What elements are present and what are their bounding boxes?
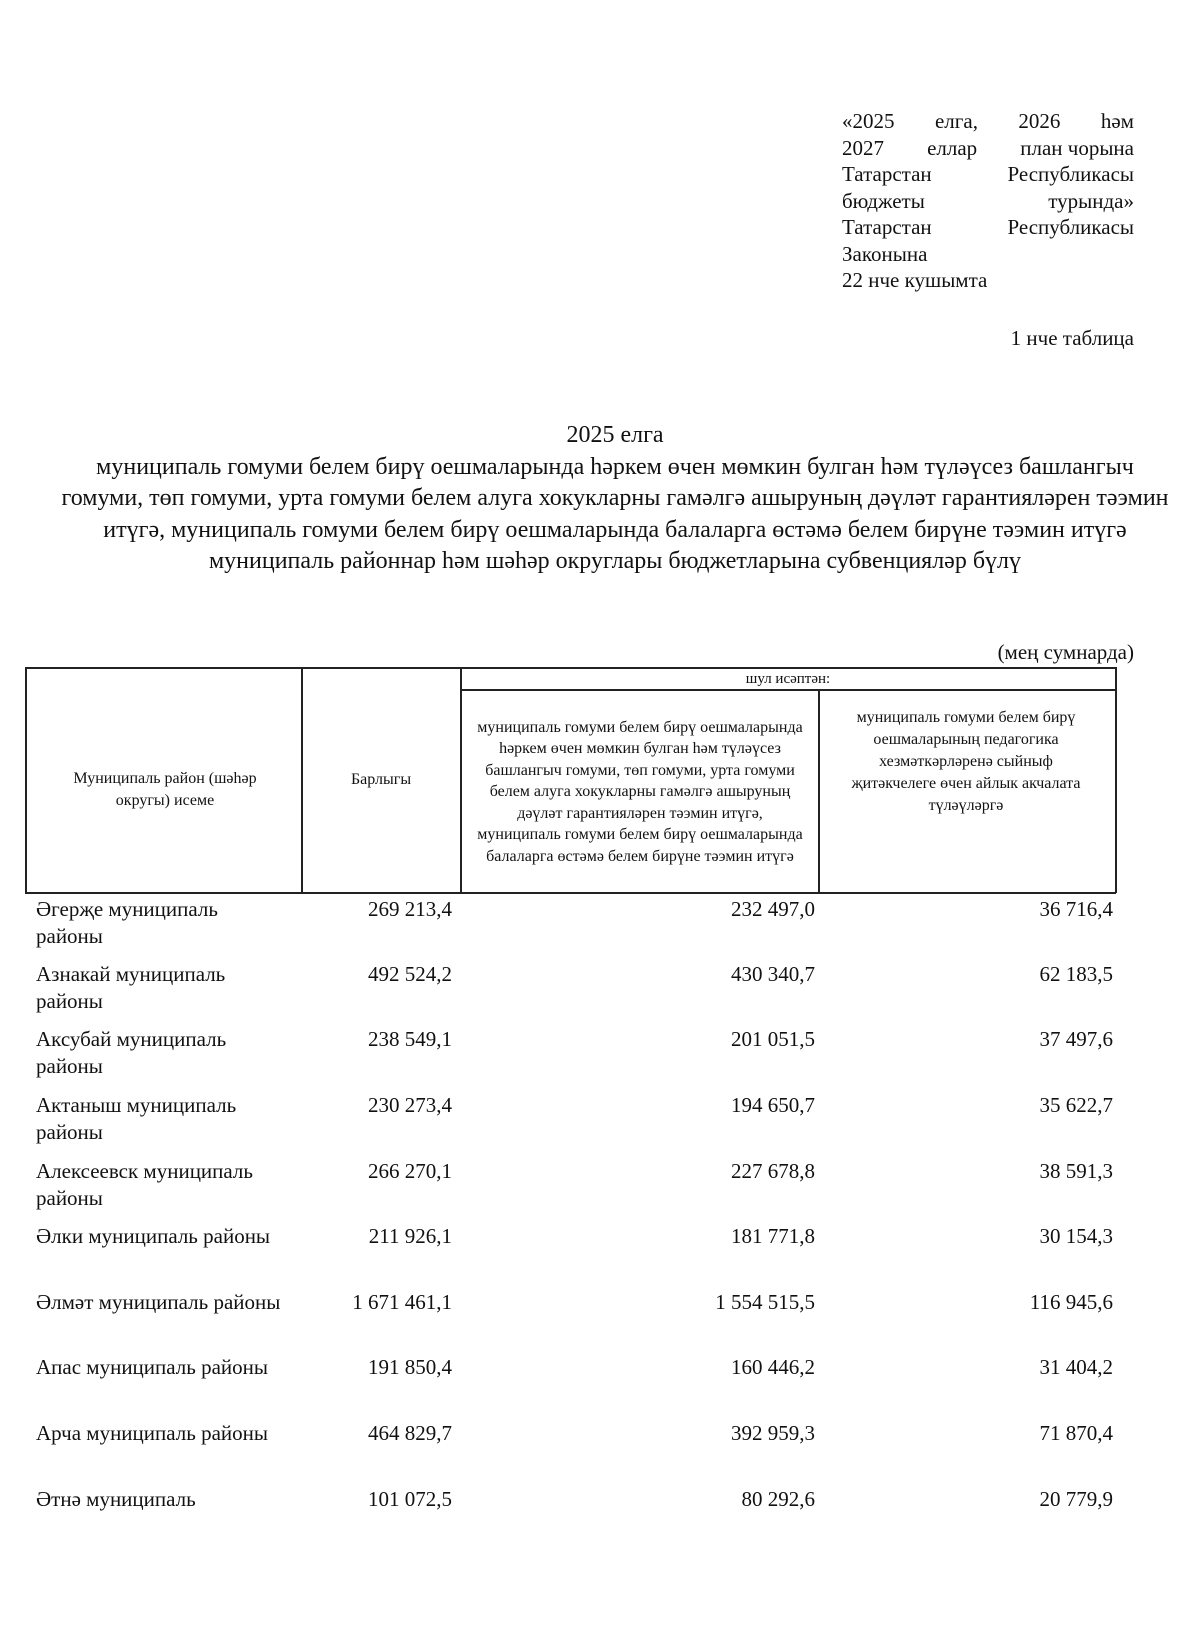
appendix-word: Татарстан [842,215,932,239]
row-total: 211 926,1 [368,1224,452,1248]
table-row [0,1223,1200,1285]
row-col2: 116 945,6 [1029,1290,1113,1314]
row-name: Әлки муниципаль районы [36,1224,271,1248]
row-total: 191 850,4 [368,1355,452,1379]
table-number: 1 нче таблица [1010,326,1134,350]
appendix-word: Законына [842,241,928,266]
row-col2: 20 779,9 [1039,1487,1113,1511]
row-total: 101 072,5 [368,1487,452,1511]
header-name: Муниципаль район (шәһәр округы) исеме [73,770,257,809]
row-name: Аксубай муниципаль районы [36,1027,227,1078]
appendix-word: һәм [1100,109,1134,133]
row-col1: 160 446,2 [731,1355,815,1379]
appendix-word: «2025 [842,109,895,133]
row-col2: 37 497,6 [1039,1027,1113,1051]
row-col2: 30 154,3 [1039,1224,1113,1248]
header-including: шул исәптән: [745,670,831,687]
appendix-word: 22 нче кушымта [842,268,988,292]
row-col1: 1 554 515,5 [715,1290,815,1314]
row-total: 266 270,1 [368,1159,452,1183]
row-name: Әгерҗе муниципаль районы [36,897,218,948]
table-row [0,1158,1200,1220]
header-total: Барлыгы [350,771,412,788]
table-row [0,1026,1200,1088]
appendix-line-5 [842,214,1134,241]
row-col2: 62 183,5 [1039,962,1113,986]
header-top-border [25,667,1116,669]
header-divider-1 [301,667,303,893]
row-name: Азнакай муниципаль районы [36,962,226,1013]
title-year: 2025 елга [566,422,664,448]
appendix-word: 2027 [842,135,884,160]
header-divider-3 [818,689,820,893]
header-divider-2 [460,667,462,893]
row-col2: 35 622,7 [1039,1093,1113,1117]
table-row [0,1289,1200,1351]
row-col1: 232 497,0 [731,897,815,921]
row-name: Алексеевск муниципаль районы [36,1159,253,1210]
appendix-line-3 [842,161,1134,188]
row-total: 230 273,4 [368,1093,452,1117]
row-total: 269 213,4 [368,897,452,921]
header-left-border [25,667,27,893]
row-col2: 71 870,4 [1039,1421,1113,1445]
appendix-word: елга, [934,109,978,133]
row-total: 464 829,7 [368,1421,452,1445]
row-col2: 31 404,2 [1039,1355,1113,1379]
table-row [0,1092,1200,1154]
row-col1: 80 292,6 [741,1487,815,1511]
appendix-line-7 [842,267,1134,294]
header-including-border [460,689,1116,691]
row-name: Әлмәт муниципаль районы [36,1290,281,1314]
header-col1: муниципаль гомуми белем бирү оешмаларында һәркем өчен мөмкин булган һәм түләүсез башлангыч гомуми, төп гомуми, урта гомуми белем алуга хокукларны гамәлгә ашыруның дәүләт гарантияләрен тәэмин итүгә, муниципаль гомуми белем бирү оешмаларында балаларга өстәмә белем бирүне тәэмин итүгә [477,718,803,865]
appendix-word: Республикасы [1007,215,1134,239]
row-total: 1 671 461,1 [352,1290,452,1314]
title-text: муниципаль гомуми белем бирү оешмаларында һәркем өчен мөмкин булган һәм түләүсез башлангыч гомуми, төп гомуми, урта гомуми белем алуга хокукларны гамәлгә ашыруның дәүләт гарантияләрен тәэмин итүгә, муниципаль гомуми белем бирү оешмаларында балаларга өстәмә белем бирүне тәэмин итүгә муниципаль районнар һәм шәһәр округлары бюджетларына субвенцияләр бүлү [61,453,1169,574]
table-row [0,1420,1200,1482]
row-name: Әтнә муниципаль [36,1487,196,1511]
row-col1: 227 678,8 [731,1159,815,1183]
row-col2: 38 591,3 [1039,1159,1113,1183]
row-name: Апас муниципаль районы [36,1355,268,1379]
document-title [60,420,1170,578]
row-total: 492 524,2 [368,962,452,986]
table-row [0,961,1200,1023]
row-col1: 194 650,7 [731,1093,815,1117]
row-total: 238 549,1 [368,1027,452,1051]
row-col1: 181 771,8 [731,1224,815,1248]
header-bottom-border [25,892,1116,894]
appendix-line-4 [842,188,1134,215]
appendix-heading [842,108,1134,294]
appendix-word: турында» [1048,188,1134,213]
table-row [0,896,1200,958]
appendix-word: Татарстан [842,162,932,186]
table-row [0,1354,1200,1416]
appendix-word: бюджеты [842,188,925,213]
header-right-border [1115,667,1117,893]
header-col2: муниципаль гомуми белем бирү оешмаларының педагогика хезмәткәрләренә сыйныф җитәкчелеге өчен айлык акчалата түләүләргә [851,709,1081,814]
row-col1: 392 959,3 [731,1421,815,1445]
row-name: Арча муниципаль районы [36,1421,268,1445]
table-row [0,1486,1200,1548]
appendix-line-1 [842,108,1134,135]
row-col2: 36 716,4 [1039,897,1113,921]
row-name: Актаныш муниципаль районы [36,1093,237,1144]
row-col1: 430 340,7 [731,962,815,986]
units-note: (мең сумнарда) [997,640,1134,664]
appendix-word: еллар [927,135,978,160]
appendix-word: план чорына [1020,135,1134,160]
appendix-line-2 [842,135,1134,162]
appendix-word: Республикасы [1007,162,1134,186]
appendix-line-6 [842,241,1134,268]
appendix-word: 2026 [1018,109,1061,133]
row-col1: 201 051,5 [731,1027,815,1051]
